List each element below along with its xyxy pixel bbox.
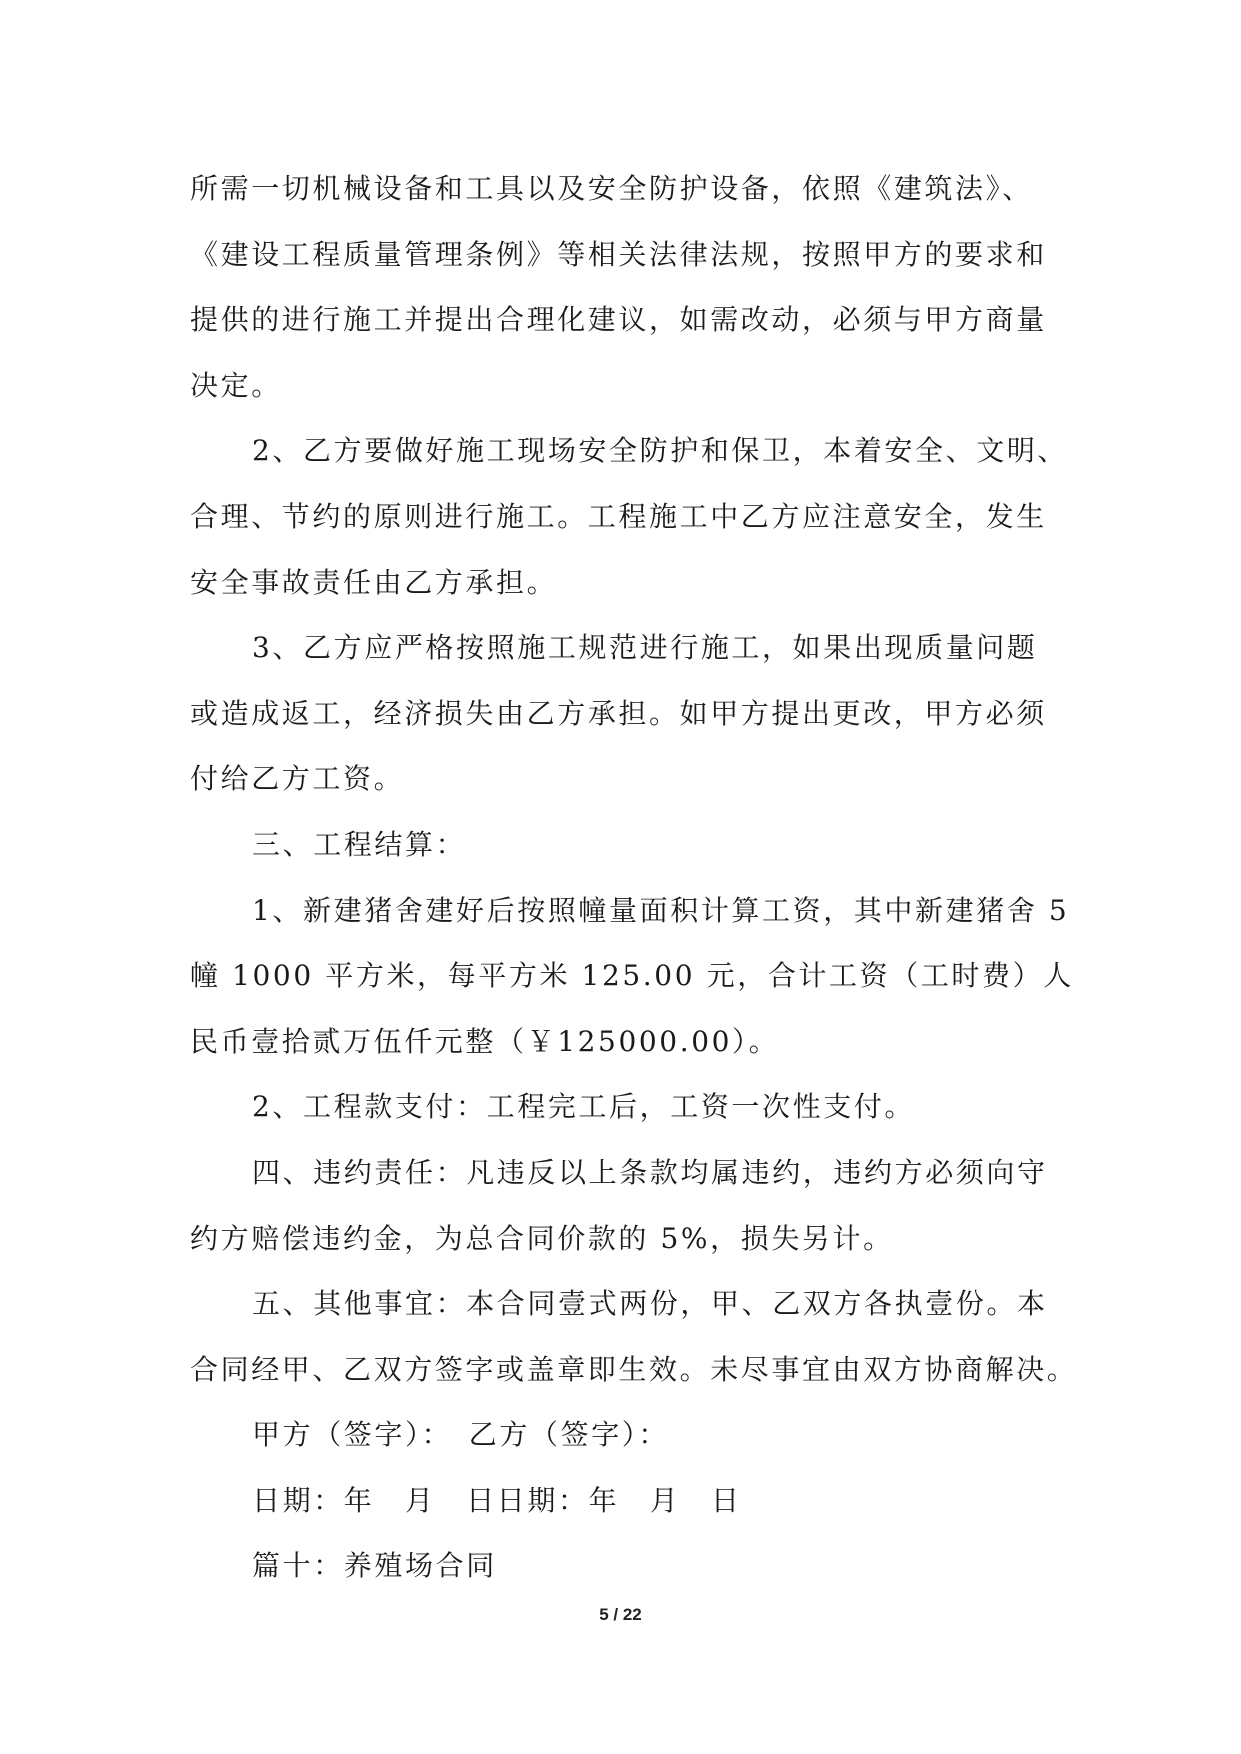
text-line: 付给乙方工资。 [190, 762, 405, 796]
text-line: 五、其他事宜：本合同壹式两份，甲、乙双方各执壹份。本 [252, 1287, 1048, 1321]
signature-line: 甲方（签字）： 乙方（签字）： [252, 1418, 670, 1452]
document-body [190, 156, 1078, 1599]
text-line: 决定。 [190, 368, 282, 402]
section-heading: 篇十：养殖场合同 [252, 1549, 497, 1583]
text-line: 或造成返工，经济损失由乙方承担。如甲方提出更改，甲方必须 [190, 696, 1047, 730]
text-line: 合同经甲、乙双方签字或盖章即生效。未尽事宜由双方协商解决。 [190, 1352, 1078, 1386]
text-line: 民币壹拾贰万伍仟元整（￥125000.00）。 [190, 1024, 780, 1058]
text-line: 所需一切机械设备和工具以及安全防护设备，依照《建筑法》、 [190, 172, 1033, 205]
text-line: 安全事故责任由乙方承担。 [190, 565, 558, 599]
text-line: 3、乙方应严格按照施工规范进行施工，如果出现质量问题 [252, 631, 1038, 665]
text-line: 四、违约责任：凡违反以上条款均属违约，违约方必须向守 [252, 1155, 1048, 1189]
date-line: 日期：年 月 日日期：年 月 日 [252, 1483, 742, 1517]
text-line: 合理、节约的原则进行施工。工程施工中乙方应注意安全，发生 [190, 499, 1047, 533]
text-line: 1、新建猪舍建好后按照幢量面积计算工资，其中新建猪舍 5 [252, 893, 1070, 927]
text-line: 《建设工程质量管理条例》等相关法律法规，按照甲方的要求和 [190, 237, 1047, 271]
section-heading: 三、工程结算： [252, 827, 467, 861]
text-line: 约方赔偿违约金，为总合同价款的 5%，损失另计。 [190, 1221, 894, 1255]
text-line: 2、工程款支付：工程完工后，工资一次性支付。 [252, 1090, 916, 1124]
text-line: 提供的进行施工并提出合理化建议，如需改动，必须与甲方商量 [190, 303, 1047, 337]
text-line: 2、乙方要做好施工现场安全防护和保卫，本着安全、文明、 [252, 434, 1069, 468]
text-line: 幢 1000 平方米，每平方米 125.00 元，合计工资（工时费）人 [190, 959, 1074, 993]
page-number: 5 / 22 [599, 1605, 642, 1624]
